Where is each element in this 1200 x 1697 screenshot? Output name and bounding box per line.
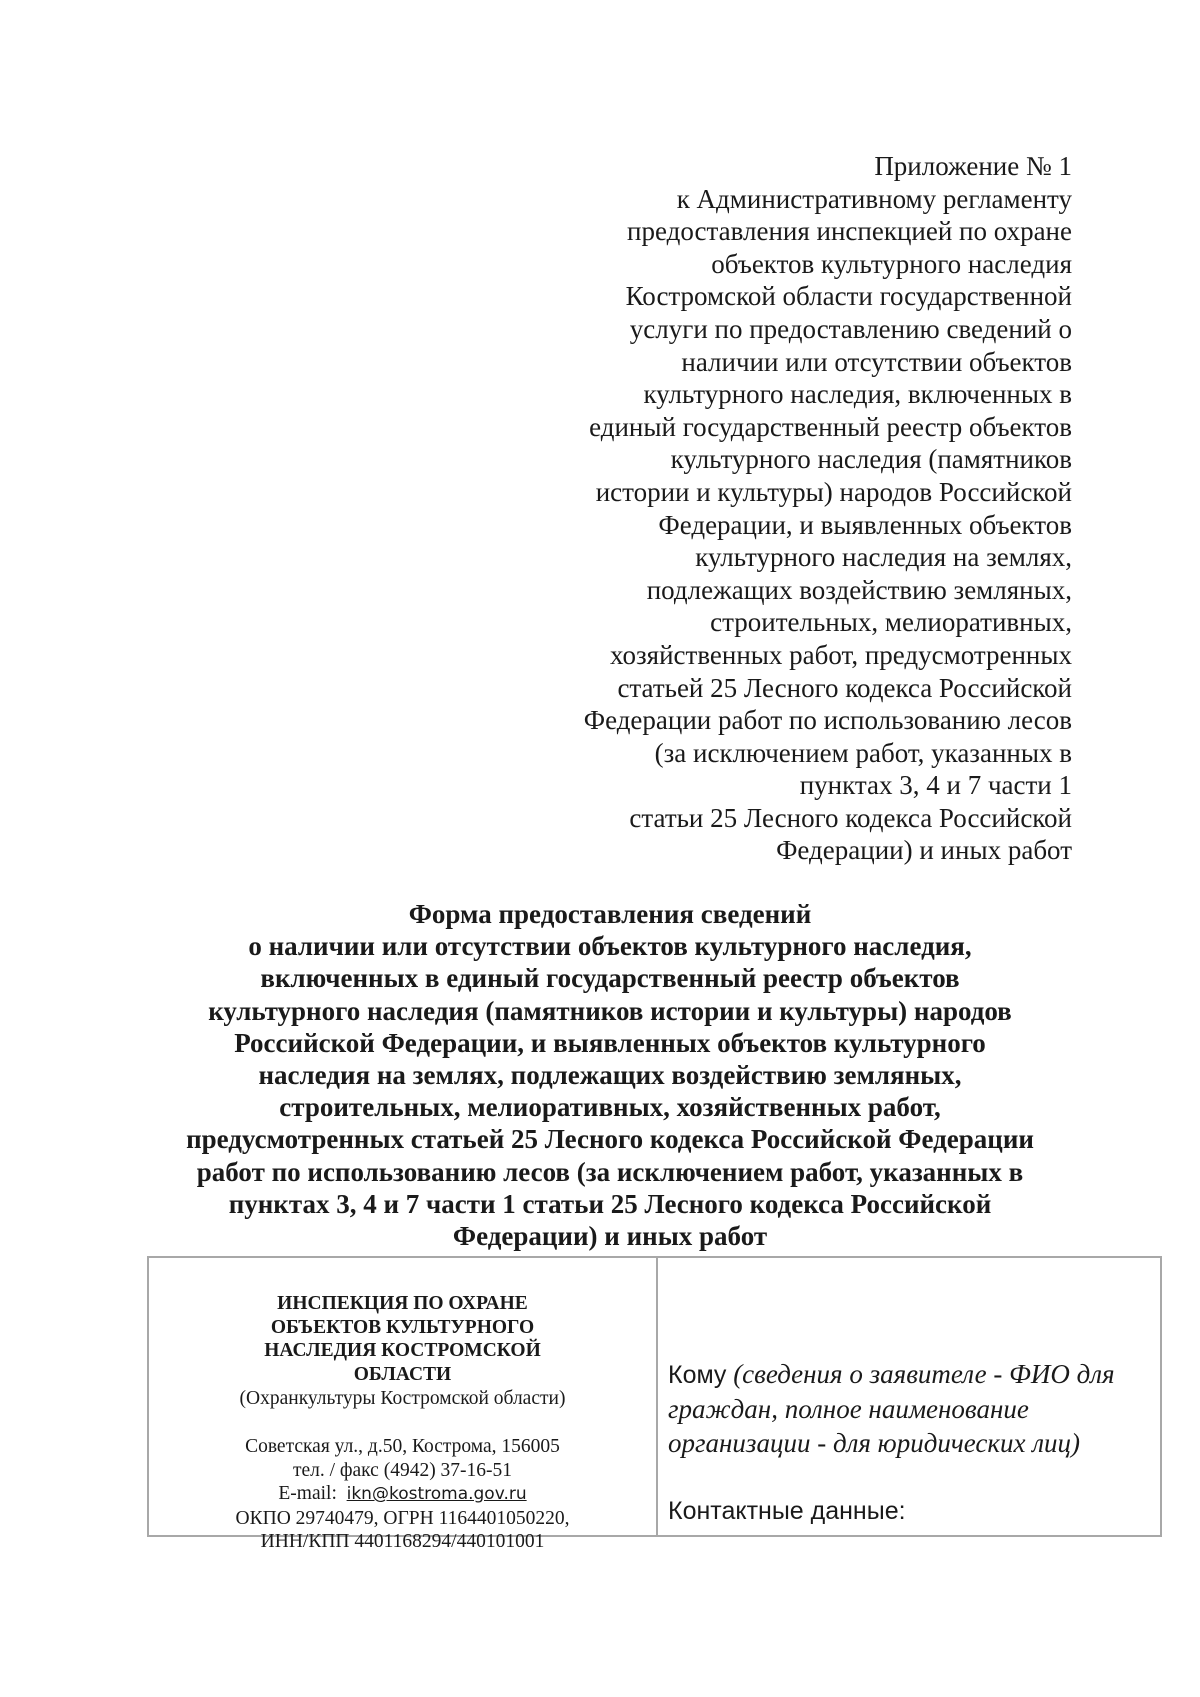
title-line: о наличии или отсутствии объектов культурного наследия, [248, 931, 972, 962]
appendix-line: объектов культурного наследия [711, 248, 1072, 279]
contact-data-label: Контактные данные: [668, 1497, 906, 1525]
appendix-line: истории и культуры) народов Российской [595, 476, 1072, 507]
title-line: Российской Федерации, и выявленных объектов культурного [234, 1027, 986, 1058]
title-line: Форма предоставления сведений [408, 899, 812, 929]
appendix-line: Федерации) и иных работ [776, 835, 1072, 866]
appendix-line: услуги по предоставлению сведений о [629, 313, 1072, 344]
recipient-block [668, 1357, 1160, 1460]
title-line: пунктах 3, 4 и 7 части 1 статьи 25 Лесного кодекса Российской [228, 1188, 992, 1219]
organization-name [149, 1292, 656, 1386]
form-title [150, 898, 1070, 1252]
organization-name-line: ИНСПЕКЦИЯ ПО ОХРАНЕ [277, 1293, 528, 1314]
organization-name-line: ОБЪЕКТОВ КУЛЬТУРНОГО [270, 1316, 535, 1338]
title-line: включенных в единый государственный реестр объектов [260, 963, 960, 994]
appendix-header [532, 150, 1072, 867]
appendix-line: статьей 25 Лесного кодекса Российской [617, 672, 1072, 703]
email-label: E-mail: [278, 1483, 337, 1504]
title-line: предусмотренных статьей 25 Лесного кодекса Российской Федерации [186, 1124, 1034, 1155]
registration-codes: ОКПО 29740479, ОГРН 1164401050220, [235, 1507, 570, 1529]
title-line: строительных, мелиоративных, хозяйственных работ, [279, 1092, 941, 1123]
address: Советская ул., д.50, Кострома, 156005 [245, 1436, 560, 1457]
phone: тел. / факс (4942) 37-16-51 [292, 1459, 513, 1481]
appendix-line: Костромской области государственной [625, 281, 1072, 312]
title-line: наследия на землях, подлежащих воздействию земляных, [258, 1060, 962, 1091]
sender-cell [149, 1258, 658, 1552]
appendix-line: единый государственный реестр объектов [589, 411, 1072, 442]
appendix-line: (за исключением работ, указанных в [654, 737, 1072, 768]
appendix-line: Федерации работ по использованию лесов [583, 705, 1072, 736]
appendix-line: к Административному регламенту [676, 183, 1072, 214]
appendix-line: наличии или отсутствии объектов [681, 346, 1072, 377]
appendix-line: культурного наследия (памятников [670, 444, 1072, 475]
inn-kpp: ИНН/КПП 4401168294/440101001 [260, 1531, 545, 1552]
organization-contacts [149, 1435, 656, 1554]
appendix-line: предоставления инспекцией по охране [627, 216, 1072, 247]
email-link[interactable]: ikn@kostroma.gov.ru [346, 1484, 527, 1504]
organization-name-line: ОБЛАСТИ [353, 1363, 452, 1385]
recipient-hint: (сведения о заявителе - ФИО для граждан, полное наименование организации - для юридических лиц) [668, 1359, 1115, 1458]
title-line: работ по использованию лесов (за исключением работ, указанных в [196, 1156, 1024, 1187]
title-line: культурного наследия (памятников истории и культуры) народов [208, 995, 1012, 1026]
appendix-line: культурного наследия, включенных в [643, 379, 1072, 410]
recipient-label: Кому [668, 1361, 727, 1389]
title-line: Федерации) и иных работ [452, 1221, 768, 1252]
letterhead-table [147, 1256, 1162, 1552]
appendix-line: Приложение № 1 [874, 151, 1072, 181]
appendix-line: подлежащих воздействию земляных, [646, 574, 1072, 605]
appendix-line: пунктах 3, 4 и 7 части 1 [799, 770, 1072, 801]
appendix-line: культурного наследия на землях, [695, 542, 1072, 573]
recipient-cell [658, 1258, 1160, 1535]
appendix-line: статьи 25 Лесного кодекса Российской [629, 802, 1072, 833]
appendix-line: Федерации, и выявленных объектов [658, 509, 1072, 540]
appendix-line: строительных, мелиоративных, [710, 607, 1072, 638]
organization-name-line: НАСЛЕДИЯ КОСТРОМСКОЙ [264, 1340, 541, 1361]
organization-short-name: (Охранкультуры Костромской области) [239, 1388, 566, 1409]
email-row [149, 1482, 656, 1507]
appendix-line: хозяйственных работ, предусмотренных [610, 639, 1072, 670]
